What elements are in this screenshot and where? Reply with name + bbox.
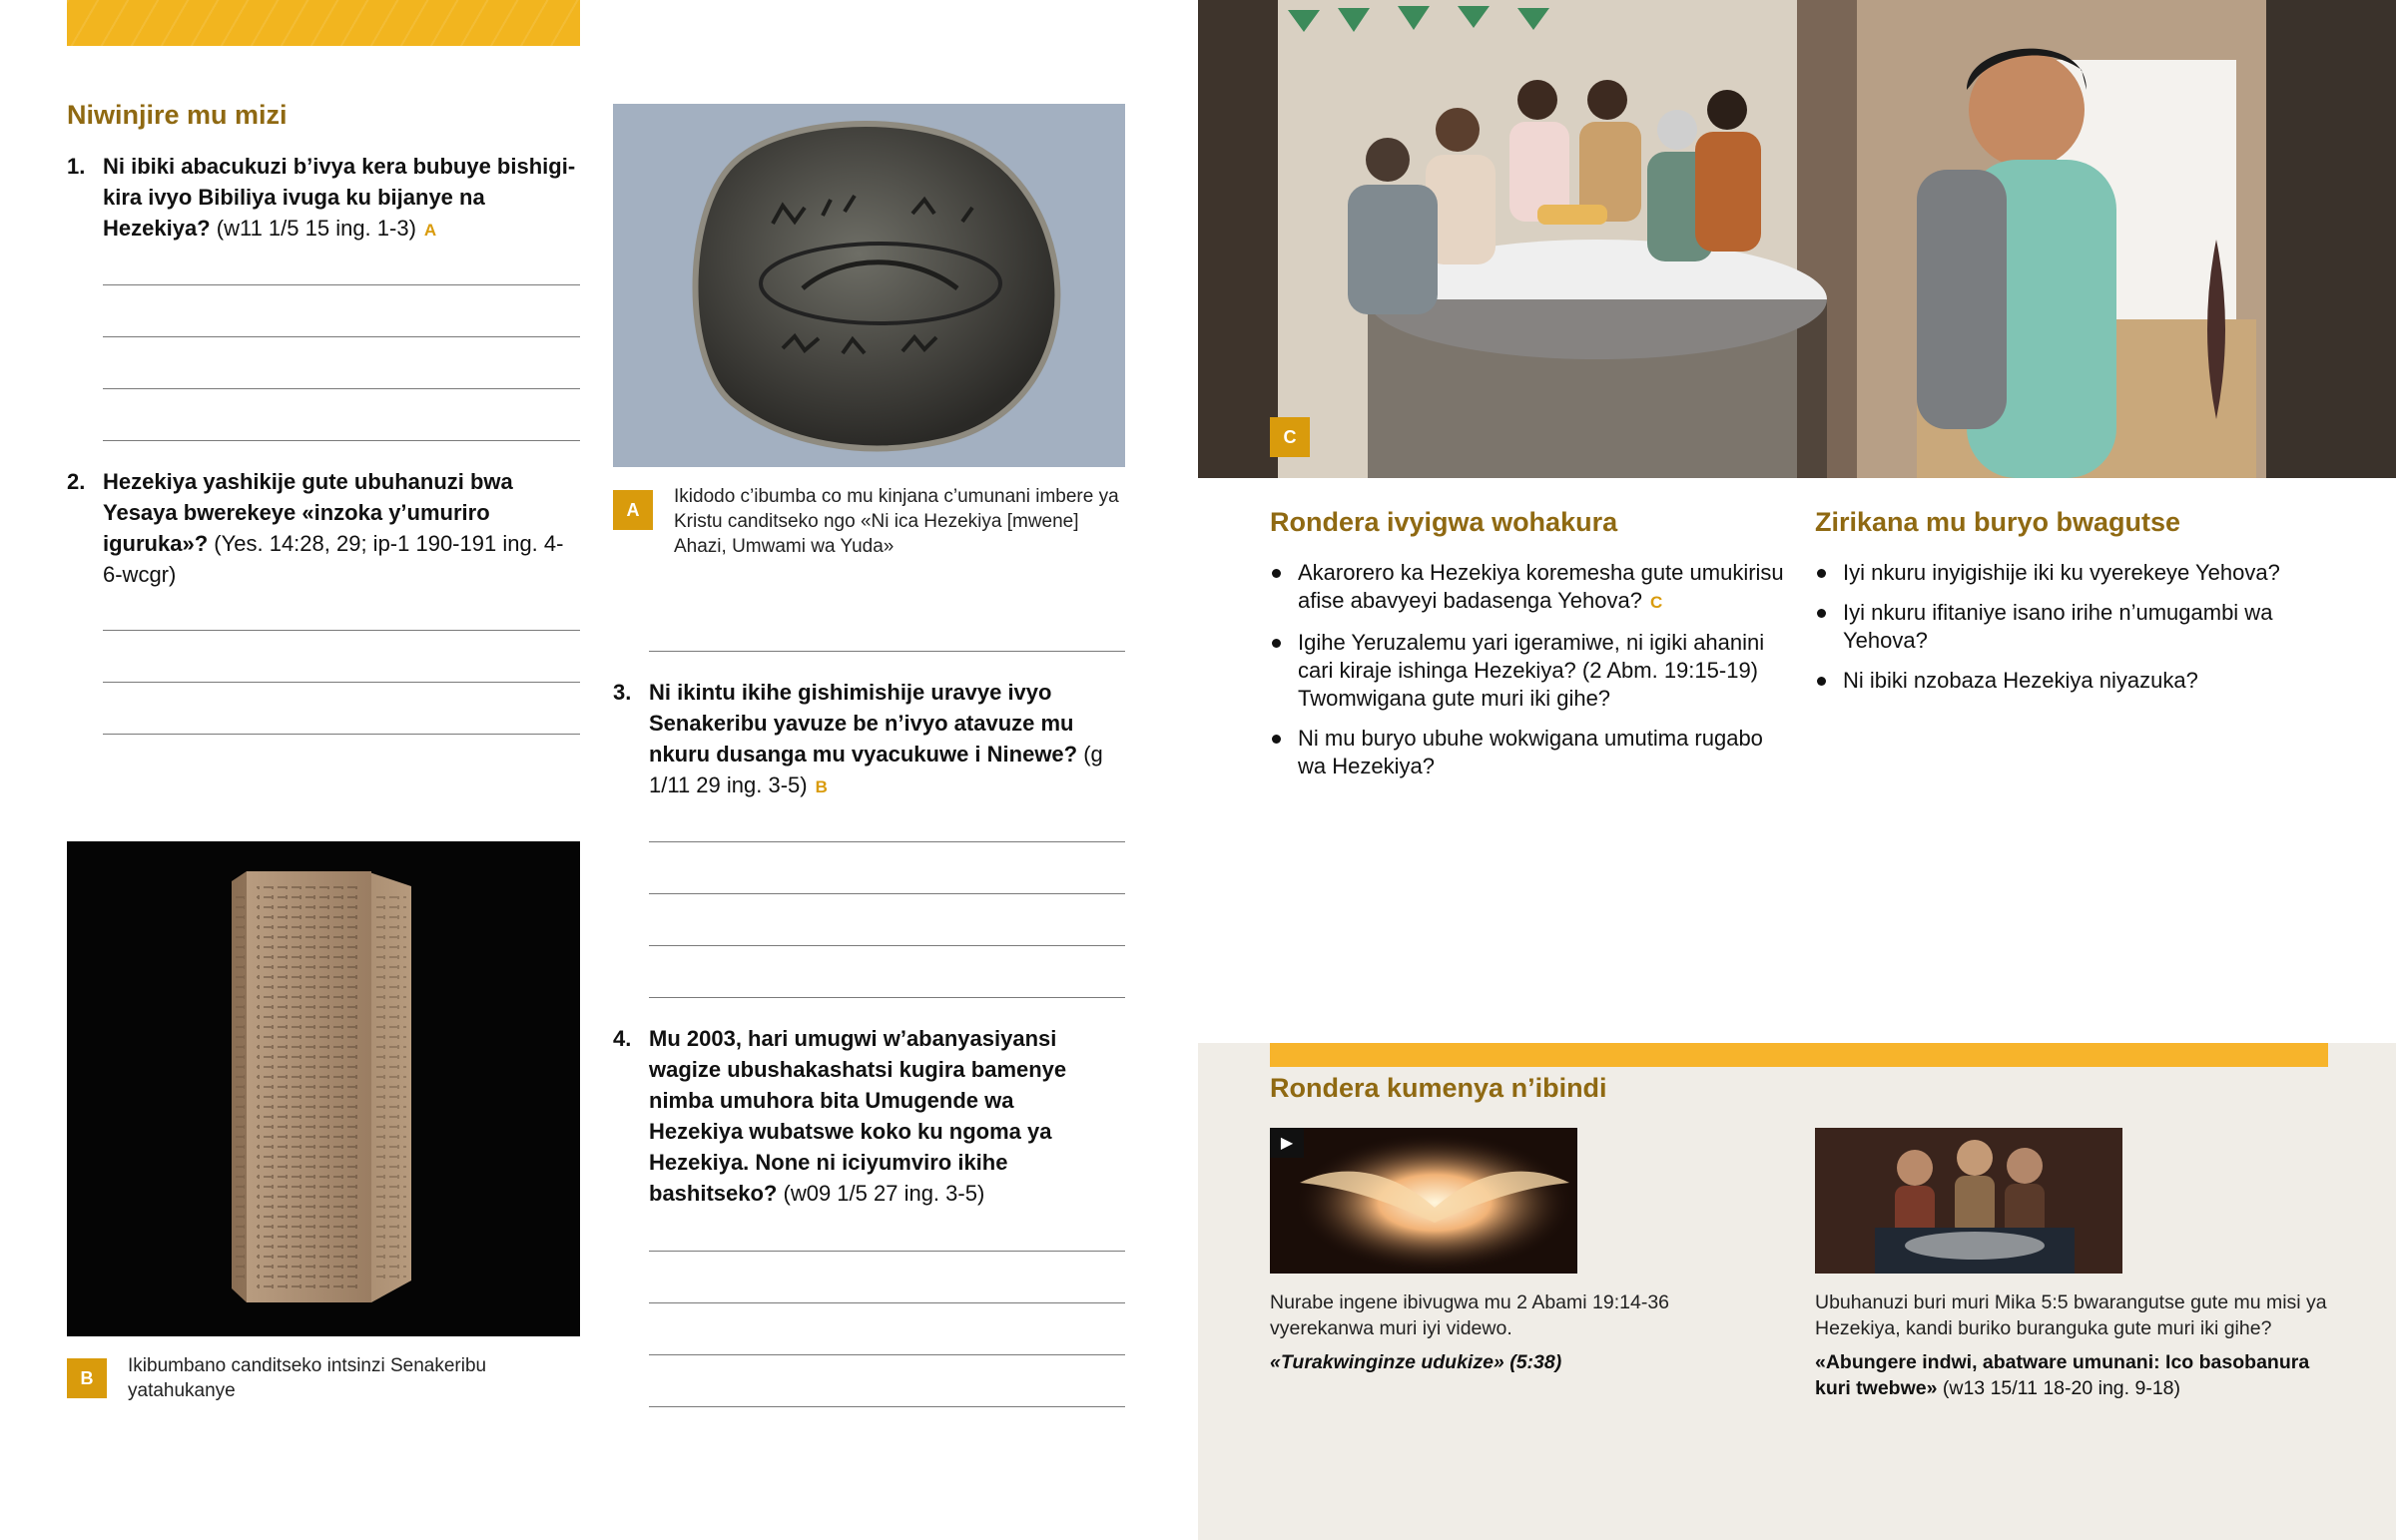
list-item-text: Igihe Yeruzalemu yari igeramiwe, ni igiki ahanini cari kiraje ishinga Hezekiya? (2 Abm. 19:15-19) Twomwigana gute muri iki gihe?	[1298, 630, 1765, 711]
answer-line[interactable]	[103, 630, 580, 631]
question-text: Ni ikintu ikihe gishimishije uravye ivyo Senakeribu yavuze be n’ivyo atavuze mu nkuru dusanga mu vyacukuwe i Ninewe?	[649, 680, 1078, 767]
section-title-dig-deeper: Niwinjire mu mizi	[67, 100, 288, 130]
list-item-text: Ni mu buryo ubuhe wokwigana umutima rugabo wa Hezekiya?	[1298, 726, 1763, 778]
answer-line[interactable]	[103, 388, 580, 389]
list-item	[1815, 599, 2334, 655]
video-caption: Nurabe ingene ibivugwa mu 2 Abami 19:14-36 vyerekanwa muri iyi videwo.	[1270, 1291, 1670, 1339]
image-tag: A	[423, 221, 437, 240]
question-reference: (g 1/11 29 ing. 3-5)	[649, 742, 1103, 797]
answer-line[interactable]	[649, 1302, 1125, 1303]
list-item	[1815, 667, 2334, 695]
play-icon[interactable]: ▶	[1270, 1128, 1304, 1158]
image-tag: C	[1649, 593, 1663, 612]
list-item	[1270, 725, 1789, 780]
question-number: 1.	[67, 154, 86, 179]
answer-line[interactable]	[649, 841, 1125, 842]
panel-accent-bar	[1270, 1043, 2328, 1067]
answer-line[interactable]	[103, 734, 580, 735]
section-title-lessons: Rondera ivyigwa wohakura	[1270, 507, 1618, 537]
question-3	[613, 677, 1112, 802]
question-1	[67, 151, 586, 246]
list-item	[1270, 559, 1789, 617]
image-badge-a: A	[613, 490, 653, 530]
answer-line[interactable]	[649, 1251, 1125, 1252]
question-reference: (w11 1/5 15 ing. 1-3)	[216, 216, 416, 241]
question-reference: (Yes. 14:28, 29; ip-1 190-191 ing. 4-6-wcgr)	[103, 531, 564, 587]
list-item-text: Akarorero ka Hezekiya koremesha gute umukirisu afise abavyeyi badasenga Yehova?	[1298, 560, 1784, 613]
list-item-text: Iyi nkuru ifitaniye isano irihe n’umugambi wa Yehova?	[1843, 600, 2273, 653]
question-4	[613, 1023, 1112, 1209]
question-number: 4.	[613, 1026, 632, 1051]
answer-line[interactable]	[649, 651, 1125, 652]
answer-line[interactable]	[649, 997, 1125, 998]
prism-photo	[67, 841, 580, 1336]
question-2	[67, 466, 566, 590]
article-reference: (w13 15/11 18-20 ing. 9-18)	[1942, 1377, 2181, 1399]
list-item-text: Ni ibiki nzobaza Hezekiya niyazuka?	[1843, 668, 2198, 693]
answer-line[interactable]	[649, 1406, 1125, 1407]
list-item	[1270, 629, 1789, 713]
article-title: «Abungere indwi, abatware umunani: Ico basobanura kuri twebwe»	[1815, 1351, 2310, 1399]
reflect-list	[1815, 559, 2334, 707]
question-number: 2.	[67, 469, 86, 494]
shepherds-image	[1815, 1128, 2122, 1274]
question-text: Hezekiya yashikije gute ubuhanuzi bwa Yesaya bwerekeye «inzoka y’umuriro iguruka»?	[103, 469, 513, 556]
image-badge-c: C	[1270, 417, 1310, 457]
clay-seal-image	[613, 104, 1125, 467]
question-text: Mu 2003, hari umugwi w’abanyasiyansi wagize ubushakashatsi kugira bamenye nimba umuhora bita Umugende wa Hezekiya wubatswe koko ku ngoma ya Hezekiya. None ni iciyumviro ikihe bashitseko?	[649, 1026, 1067, 1206]
article-thumbnail[interactable]	[1815, 1128, 2122, 1274]
prism-caption: Ikibumbano canditseko intsinzi Senakeribu yatahukanye	[128, 1355, 487, 1401]
answer-line[interactable]	[103, 336, 580, 337]
family-scene-image	[1198, 0, 2396, 478]
question-number: 3.	[613, 680, 632, 705]
family-photo	[1198, 0, 2396, 478]
video-thumbnail[interactable]	[1270, 1128, 1577, 1274]
seal-caption: Ikidodo c’ibumba co mu kinjana c’umunani imbere ya Kristu canditseko ngo «Ni ica Hezekiya [mwene] Ahazi, Umwami wa Yuda»	[674, 486, 1119, 557]
image-badge-b: B	[67, 1358, 107, 1398]
answer-line[interactable]	[103, 284, 580, 285]
list-item	[1815, 559, 2334, 587]
clay-seal-photo	[613, 104, 1125, 467]
answer-line[interactable]	[103, 682, 580, 683]
answer-line[interactable]	[649, 893, 1125, 894]
answer-line[interactable]	[649, 945, 1125, 946]
answer-line[interactable]	[649, 1354, 1125, 1355]
article-caption: Ubuhanuzi buri muri Mika 5:5 bwarangutse gute mu misi ya Hezekiya, kandi buriko buranguka gute muri iki gihe?	[1815, 1291, 2327, 1339]
angel-fire-image	[1270, 1128, 1577, 1274]
question-text: Ni ibiki abacukuzi b’ivya kera bubuye bishigikira ivyo Bibiliya ivuga ku bijanye na Hezekiya?	[103, 154, 576, 241]
video-title-link[interactable]: «Turakwinginze udukize» (5:38)	[1270, 1351, 1562, 1373]
top-decorative-bar	[67, 0, 580, 46]
section-title-learn-more: Rondera kumenya n’ibindi	[1270, 1073, 1607, 1103]
lessons-list	[1270, 559, 1789, 792]
prism-image	[67, 841, 580, 1336]
article-link[interactable]	[1815, 1349, 2334, 1401]
question-reference: (w09 1/5 27 ing. 3-5)	[783, 1181, 985, 1206]
image-tag: B	[815, 777, 828, 796]
section-title-reflect: Zirikana mu buryo bwagutse	[1815, 507, 2181, 537]
answer-line[interactable]	[103, 440, 580, 441]
list-item-text: Iyi nkuru inyigishije iki ku vyerekeye Yehova?	[1843, 560, 2280, 585]
